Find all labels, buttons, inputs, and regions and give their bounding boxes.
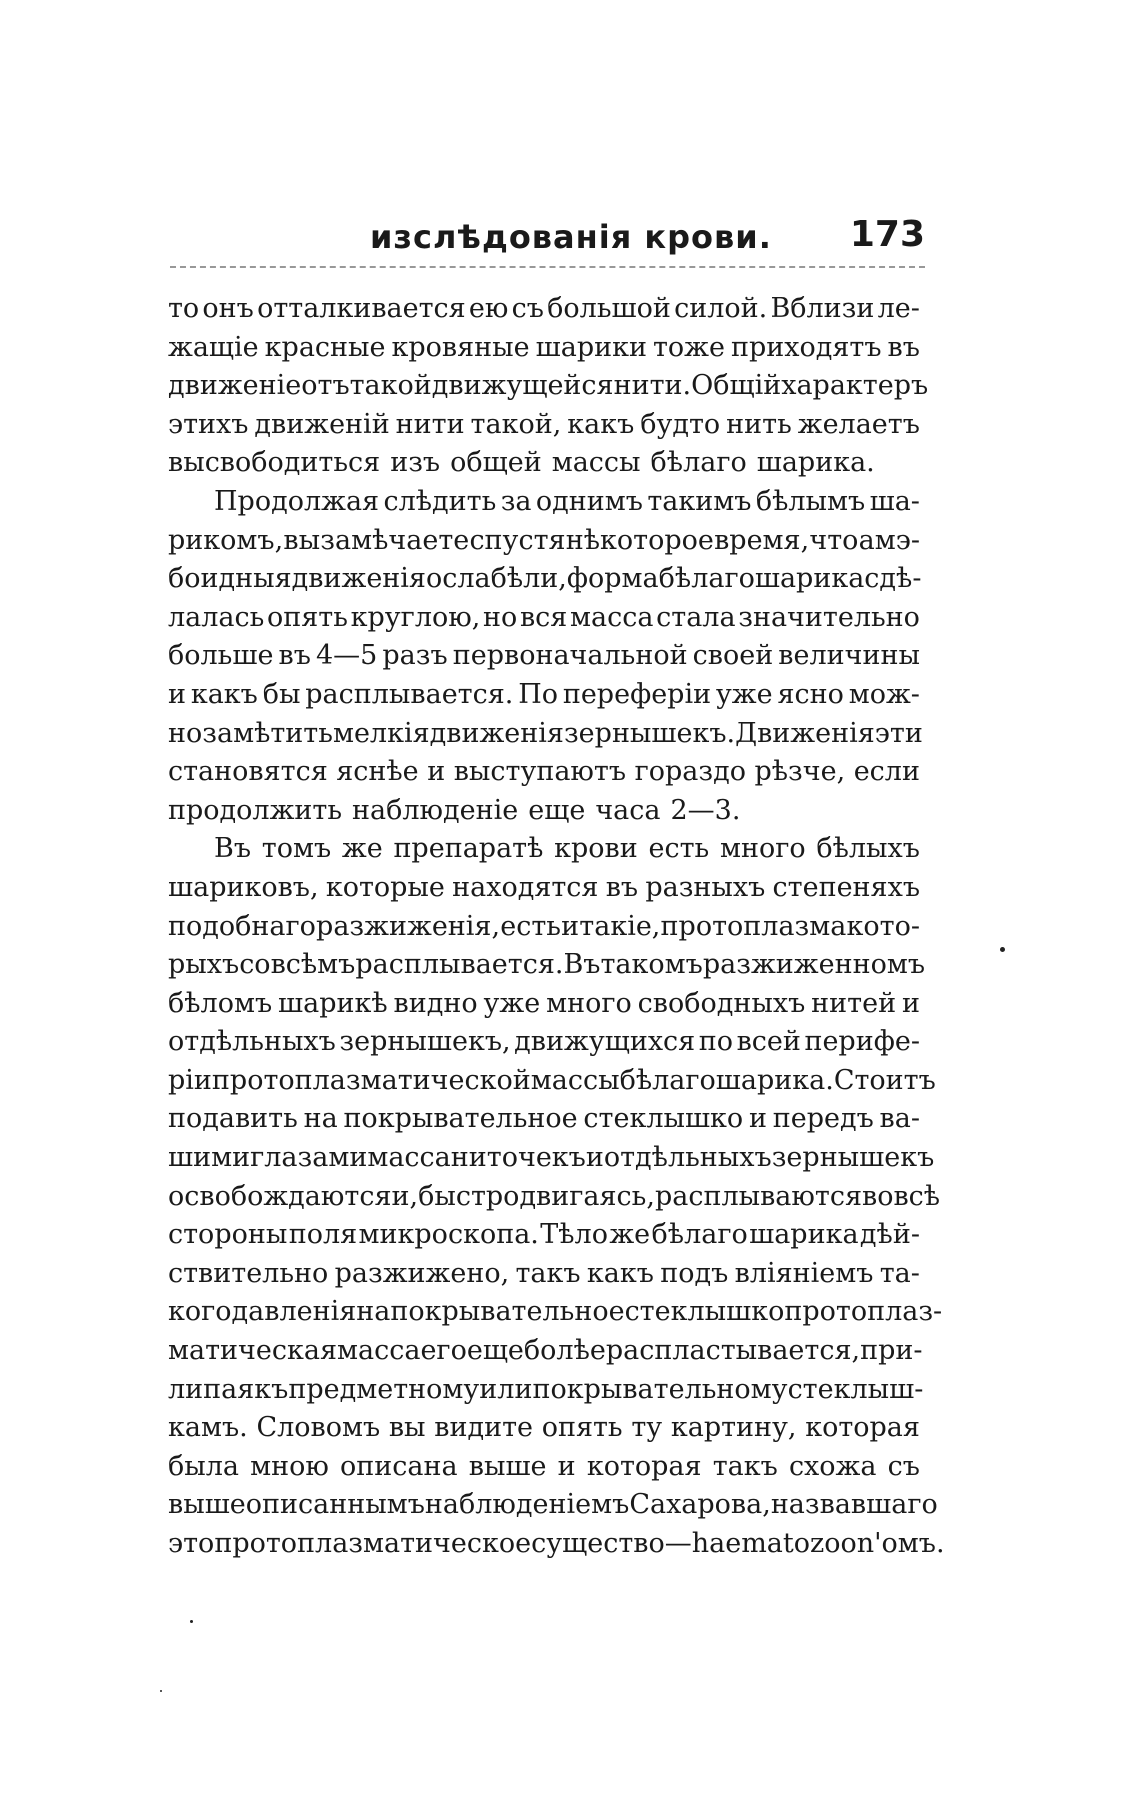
header-rule — [170, 266, 925, 268]
text-line: липая къ предметному или покрывательному стеклыш- — [168, 1373, 924, 1405]
text-line: отдѣльныхъ зернышекъ, движущихся по всей перифе- — [168, 1026, 920, 1058]
text-line: ствительно разжижено, такъ какъ подъ вліяніемъ та- — [168, 1257, 920, 1289]
text-line: но замѣтить мелкія движенія зернышекъ. Движенія эти — [168, 717, 923, 749]
text-line: бѣломъ шарикѣ видно уже много свободныхъ нитей и — [168, 987, 920, 1019]
text-line: камъ. Словомъ вы видите опять ту картину, которая — [168, 1412, 920, 1444]
text-line: рыхъ совсѣмъ расплывается. Въ такомъ разжиженномъ — [168, 949, 926, 981]
text-line: вышеописаннымъ наблюденіемъ Сахарова, назвавшаго — [168, 1489, 938, 1521]
scan-speck — [190, 1620, 193, 1623]
scan-speck — [160, 1690, 162, 1692]
text-line: шими глазами масса ниточекъ и отдѣльныхъ зернышекъ — [168, 1142, 935, 1174]
page-number: 173 — [849, 214, 925, 255]
text-line: это протоплазматическое существо — haematozoon'омъ. — [168, 1528, 945, 1559]
text-line: кого давленія на покрывательное стеклышко протоплаз- — [168, 1296, 943, 1328]
text-line: шариковъ, которые находятся въ разныхъ степеняхъ — [168, 871, 920, 903]
text-line: освобождаются и, быстро двигаясь, расплываются во всѣ — [168, 1180, 941, 1212]
scan-speck — [1000, 947, 1005, 952]
text-line: больше въ 4—5 разъ первоначальной своей величины — [168, 640, 920, 672]
text-line: лалась опять круглою, но вся масса стала значительно — [168, 601, 920, 633]
text-line: матическая масса его еще болѣе распластывается, при- — [168, 1335, 923, 1367]
text-line: продолжить наблюденіе еще часа 2—3. — [168, 794, 741, 826]
text-line: была мною описана выше и которая такъ схожа съ — [168, 1450, 920, 1482]
body-text — [168, 290, 945, 1564]
text-line: подавить на покрывательное стеклышко и передъ ва- — [168, 1103, 920, 1135]
running-head — [165, 214, 925, 268]
text-line: рикомъ, вы замѣчаете спустя нѣкоторое время, что амэ- — [168, 524, 920, 556]
text-line: и какъ бы расплывается. По переферіи уже ясно мож- — [168, 678, 920, 710]
text-line: Въ томъ же препаратѣ крови есть много бѣлыхъ — [214, 833, 920, 865]
text-line: Продолжая слѣдить за однимъ такимъ бѣлымъ ша- — [214, 485, 920, 517]
running-title: изслѣдованія крови. — [370, 218, 772, 256]
text-line: подобнаго разжиженія, есть и такіе, протоплазма кото- — [168, 910, 920, 942]
text-line: жащіе красные кровяные шарики тоже приходятъ въ — [168, 331, 920, 363]
text-line: становятся яснѣе и выступаютъ гораздо рѣзче, если — [168, 756, 920, 788]
text-line: то онъ отталкивается ею съ большой силой. Вблизи ле- — [168, 293, 920, 324]
text-line: стороны поля микроскопа. Тѣло же бѣлаго шарика дѣй- — [168, 1219, 920, 1251]
text-line: движеніе отъ такой движущейся нити. Общій характеръ — [168, 370, 929, 402]
text-line: высвободиться изъ общей массы бѣлаго шарика. — [168, 447, 875, 479]
text-line: ріи протоплазматической массы бѣлаго шарика. Стоитъ — [168, 1064, 936, 1096]
text-line: боидныя движенія ослабѣли, форма бѣлаго шарика сдѣ- — [168, 563, 922, 595]
text-line: этихъ движеній нити такой, какъ будто нить желаетъ — [168, 408, 920, 440]
